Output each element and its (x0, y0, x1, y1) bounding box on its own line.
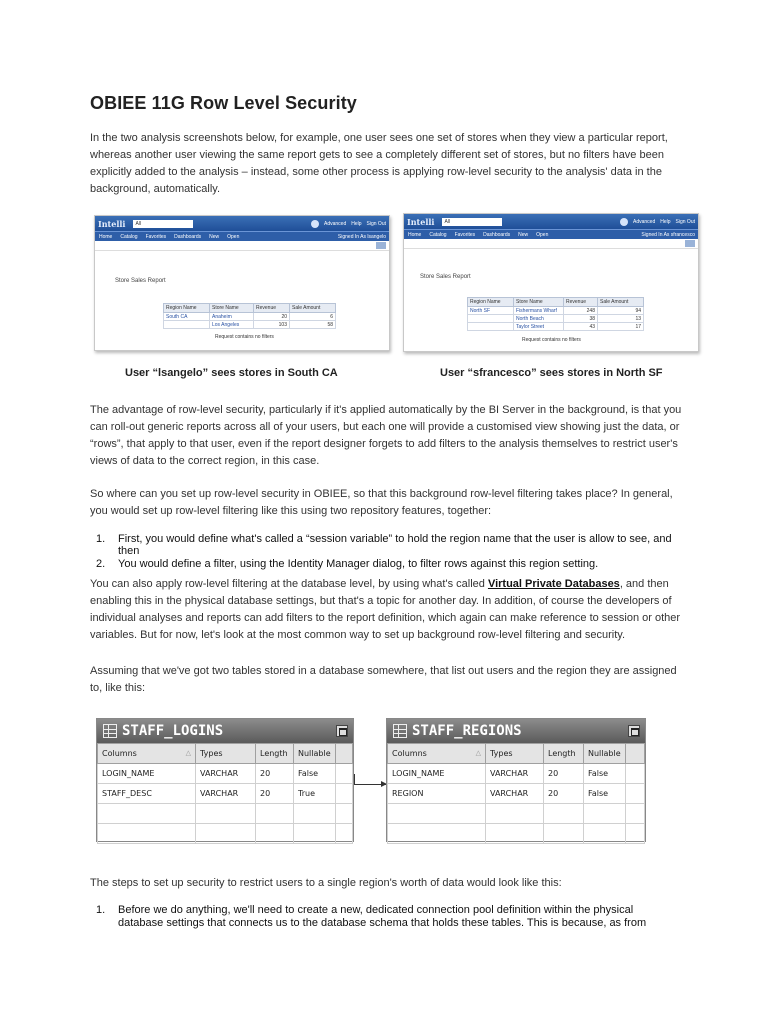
app-topbar (95, 216, 389, 231)
sales-table (163, 303, 336, 329)
table-grid-icon (393, 724, 407, 738)
vpd-link[interactable]: Virtual Private Databases (487, 578, 620, 590)
connector-line (354, 774, 355, 784)
table-name: STAFF_LOGINS (122, 723, 224, 739)
sort-icon[interactable]: △ (475, 749, 481, 757)
table-row: Los Angeles 103 58 (164, 321, 336, 329)
col-store: Store Name (514, 298, 564, 307)
staff-logins-table (96, 718, 354, 842)
col-revenue: Revenue (564, 298, 598, 307)
screenshot-lsangelo (94, 215, 390, 351)
help-icon[interactable] (311, 220, 319, 228)
report-title: Store Sales Report (115, 278, 166, 284)
columns-grid: Columns △ Types Length Nullable LOGIN_NAME VARCHAR 20 False REGION VARCHAR 20 False (387, 743, 645, 844)
intro-paragraph: In the two analysis screenshots below, for example, one user sees one set of stores when they view a particular report, whereas another user viewing the same report gets to see a completely different set of stores, but no filters have been explicitly added to the analysis – instead, some other process is applying row-level security to the analysis' data in the background, automatically. (90, 132, 668, 195)
table-row[interactable]: STAFF_DESC VARCHAR 20 True (98, 784, 353, 804)
signed-in-label: Signed In As lsangelo (337, 233, 386, 240)
list-item: 1. First, you would define what's called a “session variable” to hold the region name that the user is allow to see, and then (96, 533, 672, 557)
search-select[interactable]: All (442, 218, 502, 226)
topbar-links (620, 218, 695, 226)
list-item: 2. You would define a filter, using the Identity Manager dialog, to filter rows against this region setting. (96, 558, 599, 570)
relationship-arrow (354, 784, 386, 785)
table-row: North Beach 38 13 (468, 315, 644, 323)
help-icon[interactable] (620, 218, 628, 226)
steps-intro: The steps to set up security to restrict users to a single region's worth of data would look like this: (90, 877, 562, 889)
vpd-paragraph: You can also apply row-level filtering at the database level, by using what's called Virtual Private Databases, and then enabling this in the physical database settings, but that's a topic for another day. In addition, of course the developers of individual analyses and reports can add filters to the report definition, which again can make reference to session or other variables. But for now, let's look at the most common way to set up background row-level filtering and security. (90, 578, 681, 641)
menu-open[interactable]: Open (536, 231, 549, 238)
col-store: Store Name (210, 304, 254, 313)
assuming-paragraph: Assuming that we've got two tables stored in a database somewhere, that list out users and the region they are assigned to, like this: (90, 665, 677, 694)
page-title: OBIEE 11G Row Level Security (90, 93, 357, 113)
table-row (98, 804, 353, 824)
steps-list (96, 904, 676, 931)
columns-grid: Columns △ Types Length Nullable LOGIN_NAME VARCHAR 20 False STAFF_DESC VARCHAR 20 True (97, 743, 353, 844)
topbar-links (311, 220, 386, 228)
table-grid-icon (103, 724, 117, 738)
toolstrip (404, 239, 698, 249)
app-topbar (404, 214, 698, 229)
table-row: South CA Anaheim 20 6 (164, 313, 336, 321)
search-select[interactable]: All (133, 220, 193, 228)
toolstrip (95, 241, 389, 251)
table-row: North SF Fishermans Wharf 248 94 (468, 307, 644, 315)
app-logo: Intelli (407, 216, 435, 227)
maximize-icon[interactable] (628, 725, 640, 737)
menu-catalog[interactable]: Catalog (429, 231, 447, 238)
menu-home[interactable]: Home (408, 231, 422, 238)
help-link[interactable]: Help (660, 218, 671, 225)
table-header (97, 719, 353, 743)
menu-dashboards[interactable]: Dashboards (174, 233, 202, 240)
feature-list (96, 533, 676, 571)
table-row[interactable]: LOGIN_NAME VARCHAR 20 False (98, 764, 353, 784)
menu-catalog[interactable]: Catalog (120, 233, 138, 240)
staff-regions-table (386, 718, 646, 842)
caption-lsangelo: User “lsangelo” sees stores in South CA (125, 367, 338, 379)
menu-new[interactable]: New (209, 233, 220, 240)
help-link[interactable]: Help (351, 220, 362, 227)
col-region: Region Name (468, 298, 514, 307)
where-paragraph: So where can you set up row-level security in OBIEE, so that this background row-level filtering takes place? In general, you would set up row-level filtering like this using two repository features, together: (90, 488, 673, 517)
sort-icon[interactable]: △ (185, 749, 191, 757)
caption-sfrancesco: User “sfrancesco” sees stores in North SF (440, 367, 663, 379)
report-title: Store Sales Report (420, 274, 471, 280)
app-menubar (95, 231, 389, 241)
sign-out-link[interactable]: Sign Out (675, 218, 695, 225)
sign-out-link[interactable]: Sign Out (366, 220, 386, 227)
col-sale-amount: Sale Amount (598, 298, 644, 307)
table-row (388, 804, 645, 824)
app-menubar (404, 229, 698, 239)
table-row: Taylor Street 43 17 (468, 323, 644, 331)
menu-open[interactable]: Open (227, 233, 240, 240)
toolbar-icon[interactable] (685, 240, 695, 247)
table-row (388, 824, 645, 844)
menu-home[interactable]: Home (99, 233, 113, 240)
no-filters-note: Request contains no filters (522, 337, 581, 343)
advanced-link[interactable]: Advanced (632, 218, 656, 225)
advantage-paragraph: The advantage of row-level security, particularly if it's applied automatically by the BI Server in the background, is that you can roll-out generic reports across all of your users, but each one will provide a customised view showing just the data, or “rows”, that apply to that user, even if the report designer forgets to add filters to the analysis themselves to restrict user's views of data to the correct region, in this case. (90, 404, 682, 467)
advanced-link[interactable]: Advanced (323, 220, 347, 227)
toolbar-icon[interactable] (376, 242, 386, 249)
sales-table (467, 297, 644, 331)
maximize-icon[interactable] (336, 725, 348, 737)
menu-dashboards[interactable]: Dashboards (483, 231, 511, 238)
col-sale-amount: Sale Amount (290, 304, 336, 313)
no-filters-note: Request contains no filters (215, 334, 274, 340)
col-region: Region Name (164, 304, 210, 313)
table-row[interactable]: LOGIN_NAME VARCHAR 20 False (388, 764, 645, 784)
screenshot-sfrancesco (403, 213, 699, 352)
app-logo: Intelli (98, 218, 126, 229)
list-item: 1. Before we do anything, we'll need to create a new, dedicated connection pool definition within the physical database settings that connects us to the database schema that holds these tables. This is because, as from (96, 904, 647, 929)
menu-favorites[interactable]: Favorites (145, 233, 167, 240)
col-revenue: Revenue (254, 304, 290, 313)
menu-new[interactable]: New (518, 231, 529, 238)
table-row (98, 824, 353, 844)
table-name: STAFF_REGIONS (412, 723, 522, 739)
menu-favorites[interactable]: Favorites (454, 231, 476, 238)
signed-in-label: Signed In As sfrancesco (641, 231, 695, 238)
table-row[interactable]: REGION VARCHAR 20 False (388, 784, 645, 804)
table-header (387, 719, 645, 743)
